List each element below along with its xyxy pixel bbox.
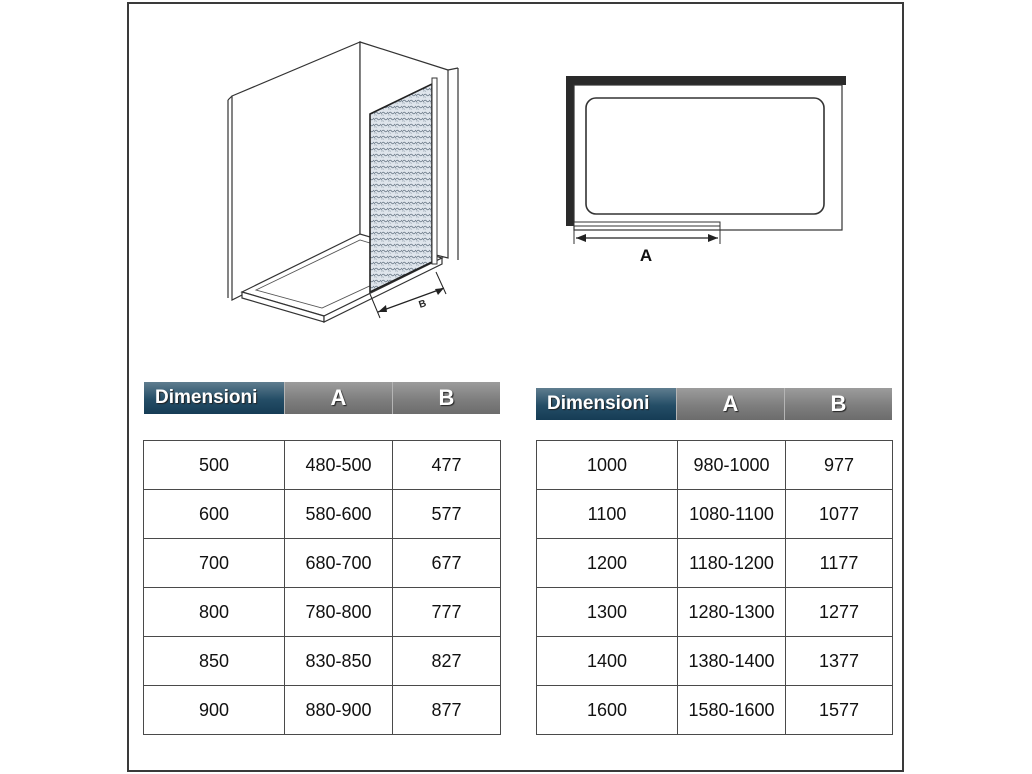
cell-b: 1377 — [786, 637, 893, 686]
cell-b: 777 — [393, 588, 501, 637]
cell-a: 1280-1300 — [678, 588, 786, 637]
cell-b: 827 — [393, 637, 501, 686]
dimension-label-a: A — [639, 246, 653, 265]
cell-dimension: 700 — [144, 539, 285, 588]
cell-b: 677 — [393, 539, 501, 588]
shower-perspective-diagram — [220, 38, 470, 328]
table-row — [537, 588, 893, 637]
table-row — [144, 441, 501, 490]
dimension-label-b: B — [417, 298, 428, 311]
cell-a: 1380-1400 — [678, 637, 786, 686]
cell-b: 877 — [393, 686, 501, 735]
cell-b: 1577 — [786, 686, 893, 735]
header-dimensioni: Dimensioni — [536, 388, 676, 420]
cell-dimension: 1600 — [537, 686, 678, 735]
cell-a: 1080-1100 — [678, 490, 786, 539]
cell-dimension: 850 — [144, 637, 285, 686]
header-dimensioni: Dimensioni — [144, 382, 284, 414]
table-row — [144, 588, 501, 637]
cell-dimension: 500 — [144, 441, 285, 490]
cell-b: 577 — [393, 490, 501, 539]
table-header-left — [144, 382, 500, 414]
cell-a: 980-1000 — [678, 441, 786, 490]
header-b: B — [392, 382, 500, 414]
cell-dimension: 1400 — [537, 637, 678, 686]
cell-a: 1180-1200 — [678, 539, 786, 588]
cell-dimension: 600 — [144, 490, 285, 539]
cell-b: 1277 — [786, 588, 893, 637]
cell-dimension: 1300 — [537, 588, 678, 637]
cell-b: 1077 — [786, 490, 893, 539]
cell-dimension: 1100 — [537, 490, 678, 539]
table-row — [537, 490, 893, 539]
cell-b: 977 — [786, 441, 893, 490]
header-a: A — [284, 382, 392, 414]
cell-a: 830-850 — [285, 637, 393, 686]
cell-dimension: 900 — [144, 686, 285, 735]
table-header-right — [536, 388, 892, 420]
cell-b: 1177 — [786, 539, 893, 588]
table-row — [144, 490, 501, 539]
cell-b: 477 — [393, 441, 501, 490]
table-row — [537, 637, 893, 686]
table-row — [537, 686, 893, 735]
size-table-left — [143, 440, 501, 735]
cell-a: 480-500 — [285, 441, 393, 490]
cell-a: 580-600 — [285, 490, 393, 539]
table-row — [537, 441, 893, 490]
cell-dimension: 1000 — [537, 441, 678, 490]
table-row — [144, 539, 501, 588]
cell-dimension: 800 — [144, 588, 285, 637]
cell-a: 1580-1600 — [678, 686, 786, 735]
table-row — [144, 637, 501, 686]
table-row — [537, 539, 893, 588]
cell-a: 880-900 — [285, 686, 393, 735]
shower-plan-diagram — [560, 72, 852, 272]
cell-a: 680-700 — [285, 539, 393, 588]
cell-a: 780-800 — [285, 588, 393, 637]
cell-dimension: 1200 — [537, 539, 678, 588]
header-b: B — [784, 388, 892, 420]
header-a: A — [676, 388, 784, 420]
size-table-right — [536, 440, 893, 735]
table-row — [144, 686, 501, 735]
